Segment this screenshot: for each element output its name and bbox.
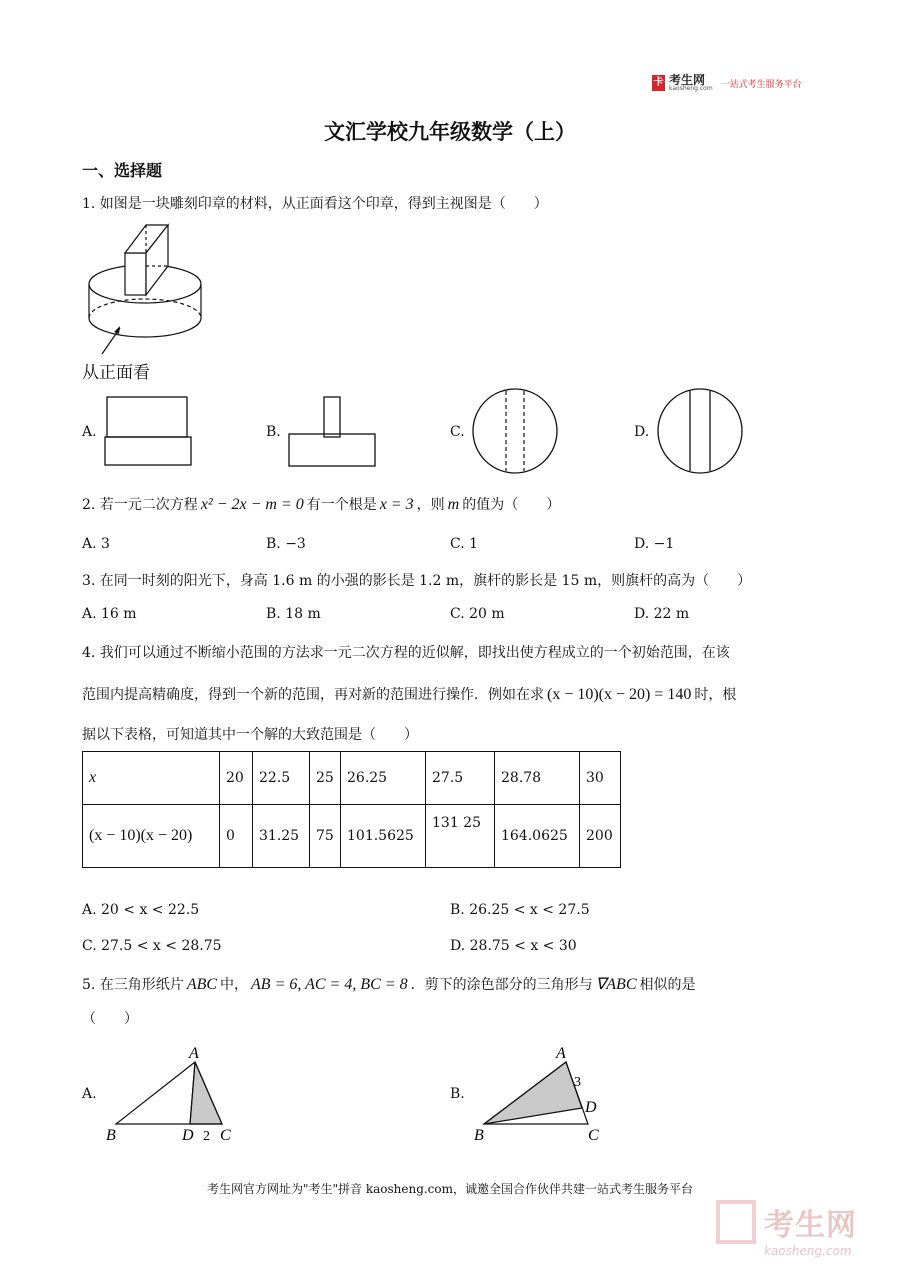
q4-option-d[interactable]: D. 28.75 < x < 30: [450, 938, 577, 954]
table-cell: 131 25: [426, 805, 495, 868]
q5b-label-b: B: [474, 1127, 484, 1144]
q2-text-d: 的值为（ ）: [462, 497, 561, 513]
seal-material-figure: [80, 220, 210, 360]
q4-text-b: 时，根: [694, 687, 737, 703]
q2-option-a[interactable]: A. 3: [82, 536, 110, 552]
q1-option-a-figure: [104, 394, 194, 468]
question-1-stem: 1. 如图是一块雕刻印章的材料，从正面看这个印章，得到主视图是（ ）: [82, 196, 548, 212]
q3-option-c[interactable]: C. 20 m: [450, 606, 505, 622]
q5a-label-b: B: [106, 1127, 116, 1144]
q1-option-c-label[interactable]: C.: [450, 424, 465, 440]
table-cell: 27.5: [426, 752, 495, 805]
q4-equation: (x − 10)(x − 20) = 140: [547, 686, 692, 703]
q5-option-b-label[interactable]: B.: [450, 1086, 465, 1102]
q5a-label-c: C: [220, 1127, 231, 1144]
q5a-label-d: D: [182, 1127, 194, 1144]
q5-option-a-label[interactable]: A.: [82, 1086, 97, 1102]
question-4-line-3: 据以下表格，可知道其中一个解的大致范围是（ ）: [82, 727, 418, 743]
q4-option-c[interactable]: C. 27.5 < x < 28.75: [82, 938, 222, 954]
question-4-line-2: [82, 684, 736, 704]
logo-slogan: 一站式考生服务平台: [720, 79, 802, 90]
table-cell: 30: [580, 752, 621, 805]
q5-text-a: 5. 在三角形纸片: [82, 977, 184, 993]
q5-text-d: 相似的是: [639, 977, 696, 993]
q1-option-b-figure: [288, 394, 378, 468]
question-3-stem: 3. 在同一时刻的阳光下，身高 1.6 m 的小强的影长是 1.2 m，旗杆的影长是 15 m，则旗杆的高为（ ）: [82, 573, 752, 589]
q3-option-d[interactable]: D. 22 m: [634, 606, 690, 622]
q5a-label-2: 2: [203, 1129, 210, 1144]
q2-var: m: [447, 496, 460, 513]
table-cell: 20: [220, 752, 253, 805]
watermark-domain: kaosheng.com: [764, 1244, 852, 1258]
table-cell: 0: [220, 805, 253, 868]
q5b-label-3: 3: [574, 1075, 581, 1090]
table-cell: 75: [310, 805, 341, 868]
q5-sides: AB = 6, AC = 4, BC = 8: [251, 976, 408, 993]
q5-option-a-figure: [100, 1040, 250, 1150]
q2-equation: x² − 2x − m = 0: [200, 496, 304, 513]
table-row: [83, 805, 621, 868]
page-title: 文汇学校九年级数学（上）: [324, 120, 576, 144]
logo-mark-icon: 卡: [652, 75, 665, 91]
q5b-label-a: A: [556, 1045, 566, 1062]
table-cell: 31.25: [253, 805, 310, 868]
q5a-label-a: A: [189, 1045, 199, 1062]
section-title: 一、选择题: [82, 161, 163, 180]
q5-text-c: ．剪下的涂色部分的三角形与: [410, 977, 593, 993]
cylinder-bottom-back: [89, 299, 201, 318]
q2-text-a: 2. 若一元二次方程: [82, 497, 198, 513]
watermark-name: 考生网: [764, 1208, 857, 1243]
q5-text-b: 中，: [220, 977, 249, 993]
q2-option-c[interactable]: C. 1: [450, 536, 479, 552]
table-cell: 28.78: [495, 752, 580, 805]
table-cell: 26.25: [341, 752, 426, 805]
question-4-line-1: 4. 我们可以通过不断缩小范围的方法求一元二次方程的近似解，即找出使方程成立的一个初始范围，在该: [82, 645, 730, 661]
cylinder-bottom-front: [89, 318, 201, 337]
page-footer: 考生网官方网址为"考生"拼音 kaosheng.com，诚邀全国合作伙伴共建一站式考生服务平台: [206, 1182, 694, 1196]
q1-option-c-figure: [470, 386, 560, 476]
logo-domain: kaosheng.com: [669, 85, 713, 92]
watermark-logo-icon: [716, 1200, 756, 1244]
q5-answer-paren: （ ）: [82, 1011, 138, 1027]
table-row: [83, 752, 621, 805]
q2-option-d[interactable]: D. −1: [634, 536, 675, 552]
prism-front: [125, 253, 146, 295]
q2-option-b[interactable]: B. −3: [266, 536, 306, 552]
arrow-head-icon: [114, 326, 120, 334]
q1-option-d-label[interactable]: D.: [634, 424, 650, 440]
q1-option-d-figure: [654, 386, 746, 476]
table-cell: 101.5625: [341, 805, 426, 868]
logo-name: 考生网: [669, 73, 706, 87]
q2-text-c: ，则: [416, 497, 445, 513]
table-cell: (x − 10)(x − 20): [83, 805, 220, 868]
q4-option-a[interactable]: A. 20 < x < 22.5: [82, 902, 200, 918]
table-cell: 25: [310, 752, 341, 805]
q1-option-a-label[interactable]: A.: [82, 424, 97, 440]
brand-logo: [652, 74, 802, 92]
q4-option-b[interactable]: B. 26.25 < x < 27.5: [450, 902, 590, 918]
q5-abc: ABC: [186, 976, 218, 993]
q2-root: x = 3: [379, 496, 414, 513]
table-cell: 200: [580, 805, 621, 868]
watermark: [716, 1200, 857, 1258]
q5-tri: ∇ABC: [595, 976, 637, 993]
question-2-stem: [82, 494, 560, 514]
q5-option-b-figure: [470, 1040, 620, 1150]
table-cell: x: [83, 752, 220, 805]
figure-caption: 从正面看: [82, 363, 150, 383]
values-table: [82, 751, 621, 868]
table-cell: 22.5: [253, 752, 310, 805]
q2-text-b: 有一个根是: [306, 497, 377, 513]
q3-option-a[interactable]: A. 16 m: [82, 606, 137, 622]
q3-option-b[interactable]: B. 18 m: [266, 606, 321, 622]
question-5-stem: [82, 974, 696, 994]
q5b-label-d: D: [585, 1099, 597, 1116]
q5b-label-c: C: [588, 1127, 599, 1144]
table-cell: 164.0625: [495, 805, 580, 868]
q4-text-a: 范围内提高精确度，得到一个新的范围，再对新的范围进行操作．例如在求: [82, 687, 544, 703]
q1-option-b-label[interactable]: B.: [266, 424, 281, 440]
